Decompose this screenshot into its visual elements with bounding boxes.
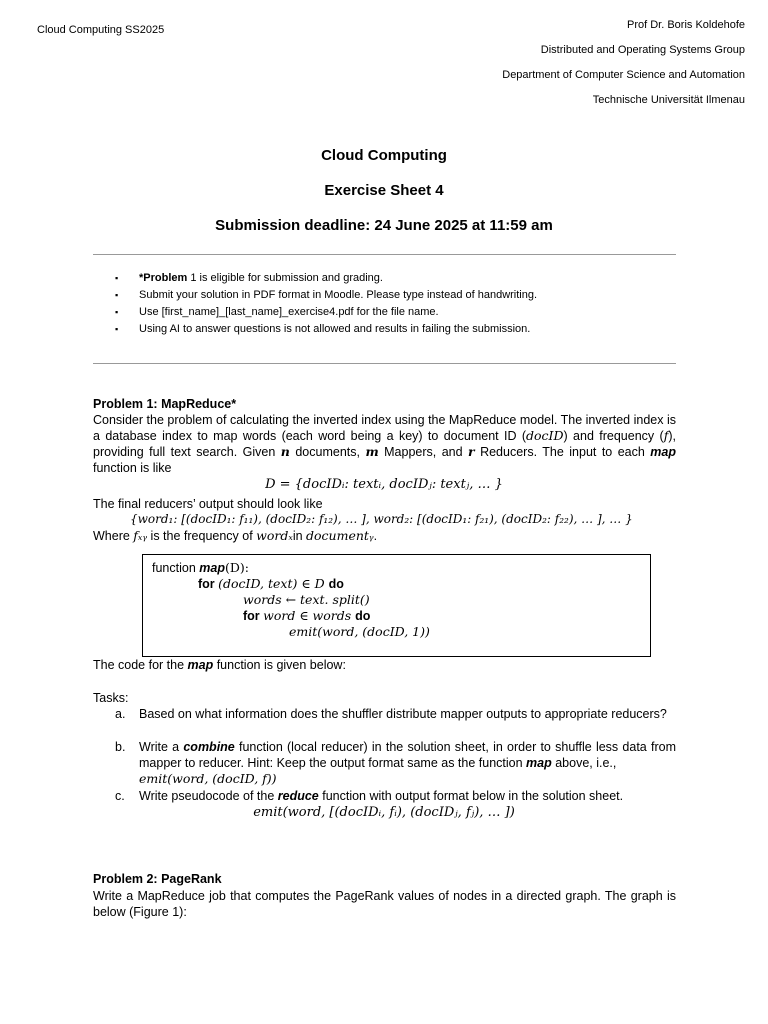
code-line-1: function map(D): <box>152 560 249 575</box>
code-line-4: for word ∈ words do <box>243 608 371 623</box>
top-divider <box>93 254 676 255</box>
sheet-title: Exercise Sheet 4 <box>324 182 444 199</box>
author-name: Prof Dr. Boris Koldehofe <box>626 19 745 31</box>
code-intro: The code for the map function is given below: <box>93 658 346 672</box>
instructions-list <box>93 270 537 338</box>
task-b: b. Write a combine function (local reducer) in the solution sheet, in order to shuffle less data from mapper to reducer. Hint: Keep the output format same as the function map above, i.e., emit(word, (docID, f)) <box>115 740 676 786</box>
output-formula: {word₁: [(docID₁: f₁₁), (docID₂: f₁₂), … ], word₂: [(docID₁: f₂₁), (docID₂: f₂₂), … ], … } <box>130 512 633 526</box>
problem1-heading: Problem 1: MapReduce* <box>93 397 237 411</box>
deadline-title: Submission deadline: 24 June 2025 at 11:59 am <box>215 217 553 234</box>
reduce-output-formula: emit(word, [(docIDᵢ, fᵢ), (docIDⱼ, fⱼ), … ]) <box>253 805 515 820</box>
task-c: c. Write pseudocode of the reduce function with output format below in the solution sheet. <box>115 789 624 803</box>
problem2-heading: Problem 2: PageRank <box>93 872 222 886</box>
instruction-item: ▪ Submit your solution in PDF format in Moodle. Please type instead of handwriting. <box>93 287 537 304</box>
problem1-paragraph: Consider the problem of calculating the inverted index using the MapReduce model. The inverted index is a database index to map words (each word being a key) to document ID (docID) and frequency (f), providing full text search. Given n documents, m Mappers, and r Reducers. The input to each map function is like <box>93 413 676 475</box>
code-line-3: words ← text. split() <box>243 592 370 607</box>
author-block <box>345 0 745 110</box>
instruction-item: ▪ Using AI to answer questions is not allowed and results in failing the submission. <box>93 321 537 338</box>
task-a: a. Based on what information does the shuffler distribute mapper outputs to appropriate reducers? <box>115 707 667 721</box>
author-group: Distributed and Operating Systems Group <box>540 44 745 56</box>
where-line: Where fₓᵧ is the frequency of wordₓin documentᵧ. <box>93 528 378 543</box>
output-intro: The final reducers’ output should look like <box>93 497 323 511</box>
author-university: Technische Universität Ilmenau <box>592 94 745 106</box>
problem2-paragraph: Write a MapReduce job that computes the PageRank values of nodes in a directed graph. The graph is below (Figure 1): <box>93 889 676 919</box>
tasks-label: Tasks: <box>93 691 129 705</box>
input-formula: D = {docIDᵢ: textᵢ, docIDⱼ: textⱼ, … } <box>265 477 503 492</box>
course-label: Cloud Computing SS2025 <box>37 24 165 36</box>
doc-title: Cloud Computing <box>321 147 447 164</box>
bottom-divider <box>93 363 676 364</box>
map-pseudocode-box <box>142 554 651 657</box>
instruction-item: ▪ Use [first_name]_[last_name]_exercise4.pdf for the file name. <box>93 304 537 321</box>
code-line-5: emit(word, (docID, 1)) <box>289 624 430 639</box>
instruction-item: ▪ *Problem 1 is eligible for submission and grading. <box>93 270 537 287</box>
code-line-2: for (docID, text) ∈ D do <box>198 576 344 591</box>
author-department: Department of Computer Science and Automation <box>502 69 745 81</box>
